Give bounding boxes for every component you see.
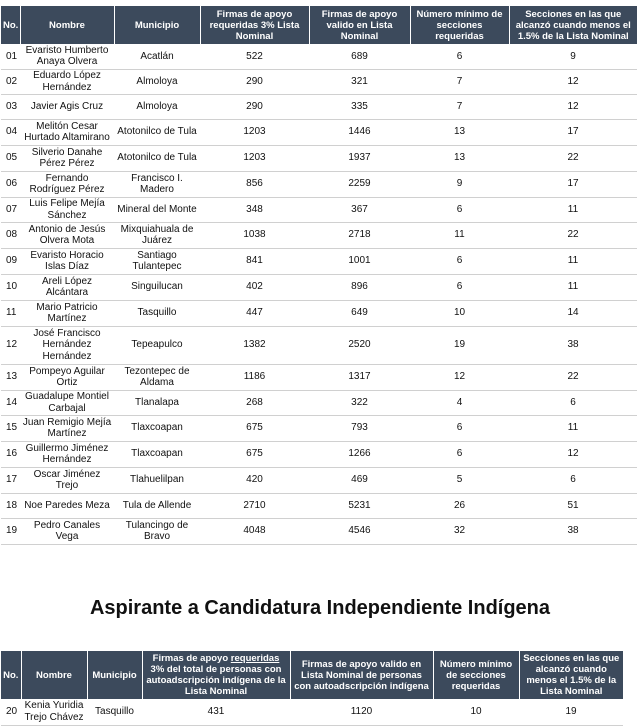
row-firmas-requeridas: 522 — [200, 44, 309, 69]
row-municipio: Acatlán — [114, 44, 200, 69]
row-firmas-requeridas: 1382 — [200, 326, 309, 364]
row-municipio: Mixquiahuala de Juárez — [114, 222, 200, 248]
row-firmas-requeridas: 1203 — [200, 145, 309, 171]
row-secciones-alcanzadas: 38 — [509, 518, 637, 544]
table-row — [1, 415, 637, 441]
row-firmas-validas: 335 — [309, 94, 410, 119]
row-nombre: Noe Paredes Meza — [20, 493, 114, 518]
row-secciones-minimas: 6 — [410, 274, 509, 300]
row-municipio: Tasquillo — [114, 300, 200, 326]
row-firmas-validas: 2520 — [309, 326, 410, 364]
row-firmas-validas: 649 — [309, 300, 410, 326]
header-firmas-validas: Firmas de apoyo valido en Lista Nominal — [309, 6, 410, 44]
row-no: 08 — [1, 222, 20, 248]
header-secciones-minimas: Número mínimo de secciones requeridas — [410, 6, 509, 44]
row-nombre: Mario Patricio Martínez — [20, 300, 114, 326]
header-municipio: Municipio — [114, 6, 200, 44]
table-row — [1, 699, 623, 725]
header-secciones-alcanzadas: Secciones en las que alcanzó cuando menos el 1.5% de la Lista Nominal — [519, 651, 623, 699]
row-municipio: Atotonilco de Tula — [114, 145, 200, 171]
row-firmas-validas: 321 — [309, 69, 410, 94]
table-row — [1, 222, 637, 248]
row-firmas-validas: 4546 — [309, 518, 410, 544]
row-secciones-minimas: 6 — [410, 248, 509, 274]
row-no: 15 — [1, 415, 20, 441]
table-row — [1, 119, 637, 145]
row-secciones-minimas: 6 — [410, 441, 509, 467]
row-no: 06 — [1, 171, 20, 197]
table-row — [1, 69, 637, 94]
row-secciones-alcanzadas: 11 — [509, 197, 637, 222]
table-row — [1, 94, 637, 119]
row-nombre: Eduardo López Hernández — [20, 69, 114, 94]
row-municipio: Tlaxcoapan — [114, 441, 200, 467]
header-no: No. — [1, 6, 20, 44]
header-firmas-requeridas: Firmas de apoyo requeridas 3% Lista Nominal — [200, 6, 309, 44]
row-municipio: Tlanalapa — [114, 390, 200, 415]
row-secciones-alcanzadas: 17 — [509, 171, 637, 197]
row-nombre: Pedro Canales Vega — [20, 518, 114, 544]
row-secciones-alcanzadas: 22 — [509, 145, 637, 171]
row-no: 02 — [1, 69, 20, 94]
row-secciones-minimas: 10 — [410, 300, 509, 326]
row-secciones-alcanzadas: 22 — [509, 222, 637, 248]
row-firmas-validas: 1317 — [309, 364, 410, 390]
row-secciones-minimas: 4 — [410, 390, 509, 415]
row-no: 13 — [1, 364, 20, 390]
row-firmas-validas: 1937 — [309, 145, 410, 171]
row-secciones-alcanzadas: 22 — [509, 364, 637, 390]
table-row — [1, 274, 637, 300]
row-municipio: Tezontepec de Aldama — [114, 364, 200, 390]
row-firmas-requeridas: 1203 — [200, 119, 309, 145]
header-firmas-validas: Firmas de apoyo valido en Lista Nominal de personas con autoadscripción indígena — [290, 651, 433, 699]
row-municipio: Almoloya — [114, 94, 200, 119]
table-row — [1, 364, 637, 390]
row-no: 04 — [1, 119, 20, 145]
section-title: Aspirante a Candidatura Independiente Indígena — [89, 597, 551, 619]
row-municipio: Singuilucan — [114, 274, 200, 300]
row-secciones-alcanzadas: 17 — [509, 119, 637, 145]
row-secciones-alcanzadas: 11 — [509, 274, 637, 300]
row-nombre: Silverio Danahe Pérez Pérez — [20, 145, 114, 171]
row-municipio: Santiago Tulantepec — [114, 248, 200, 274]
row-municipio: Mineral del Monte — [114, 197, 200, 222]
row-firmas-validas: 1120 — [290, 699, 433, 725]
row-nombre: Pompeyo Aguilar Ortiz — [20, 364, 114, 390]
row-firmas-requeridas: 1038 — [200, 222, 309, 248]
row-firmas-requeridas: 402 — [200, 274, 309, 300]
row-firmas-requeridas: 675 — [200, 441, 309, 467]
header-text-underlined: requeridas — [230, 653, 280, 664]
row-firmas-validas: 2718 — [309, 222, 410, 248]
indigenous-candidates-table — [1, 651, 623, 726]
row-firmas-requeridas: 841 — [200, 248, 309, 274]
row-nombre: Luis Felipe Mejía Sánchez — [20, 197, 114, 222]
row-no: 10 — [1, 274, 20, 300]
table-row — [1, 390, 637, 415]
header-firmas-requeridas — [142, 651, 290, 699]
row-municipio: Atotonilco de Tula — [114, 119, 200, 145]
table-row — [1, 145, 637, 171]
row-firmas-validas: 896 — [309, 274, 410, 300]
row-no: 07 — [1, 197, 20, 222]
row-no: 12 — [1, 326, 20, 364]
row-secciones-minimas: 12 — [410, 364, 509, 390]
row-nombre: Melitón Cesar Hurtado Altamirano — [20, 119, 114, 145]
row-no: 19 — [1, 518, 20, 544]
row-no: 05 — [1, 145, 20, 171]
row-municipio: Tasquillo — [87, 699, 142, 725]
row-secciones-alcanzadas: 14 — [509, 300, 637, 326]
row-firmas-requeridas: 348 — [200, 197, 309, 222]
row-nombre: Guadalupe Montiel Carbajal — [20, 390, 114, 415]
row-firmas-requeridas: 447 — [200, 300, 309, 326]
row-firmas-requeridas: 420 — [200, 467, 309, 493]
row-nombre: Areli López Alcántara — [20, 274, 114, 300]
row-secciones-alcanzadas: 12 — [509, 94, 637, 119]
header-text: 3% del total de personas con autoadscripción indígena de la Lista Nominal — [146, 664, 286, 697]
row-firmas-validas: 793 — [309, 415, 410, 441]
row-firmas-validas: 2259 — [309, 171, 410, 197]
table-row — [1, 518, 637, 544]
row-municipio: Francisco I. Madero — [114, 171, 200, 197]
row-secciones-alcanzadas: 6 — [509, 467, 637, 493]
row-firmas-requeridas: 856 — [200, 171, 309, 197]
row-municipio: Tula de Allende — [114, 493, 200, 518]
row-nombre: Kenia Yuridia Trejo Chávez — [21, 699, 87, 725]
row-nombre: Guillermo Jiménez Hernández — [20, 441, 114, 467]
row-secciones-minimas: 7 — [410, 94, 509, 119]
row-secciones-alcanzadas: 12 — [509, 441, 637, 467]
row-secciones-alcanzadas: 11 — [509, 248, 637, 274]
row-secciones-minimas: 5 — [410, 467, 509, 493]
row-firmas-requeridas: 2710 — [200, 493, 309, 518]
row-nombre: Evaristo Horacio Islas Díaz — [20, 248, 114, 274]
row-secciones-alcanzadas: 19 — [519, 699, 623, 725]
row-nombre: Fernando Rodríguez Pérez — [20, 171, 114, 197]
row-firmas-validas: 1266 — [309, 441, 410, 467]
row-municipio: Almoloya — [114, 69, 200, 94]
row-firmas-validas: 367 — [309, 197, 410, 222]
row-secciones-alcanzadas: 38 — [509, 326, 637, 364]
row-no: 18 — [1, 493, 20, 518]
row-municipio: Tlaxcoapan — [114, 415, 200, 441]
row-firmas-requeridas: 1186 — [200, 364, 309, 390]
header-nombre: Nombre — [20, 6, 114, 44]
row-no: 20 — [1, 699, 21, 725]
row-nombre: José Francisco Hernández Hernández — [20, 326, 114, 364]
table-row — [1, 467, 637, 493]
table-header-row — [1, 651, 623, 699]
header-no: No. — [1, 651, 21, 699]
header-municipio: Municipio — [87, 651, 142, 699]
row-firmas-validas: 689 — [309, 44, 410, 69]
row-secciones-minimas: 26 — [410, 493, 509, 518]
header-nombre: Nombre — [21, 651, 87, 699]
row-municipio: Tulancingo de Bravo — [114, 518, 200, 544]
header-secciones-minimas: Número mínimo de secciones requeridas — [433, 651, 519, 699]
row-firmas-requeridas: 675 — [200, 415, 309, 441]
row-secciones-minimas: 7 — [410, 69, 509, 94]
table-row — [1, 197, 637, 222]
row-secciones-alcanzadas: 11 — [509, 415, 637, 441]
table-row — [1, 300, 637, 326]
candidates-table — [1, 6, 637, 545]
row-secciones-minimas: 6 — [410, 197, 509, 222]
row-secciones-minimas: 6 — [410, 44, 509, 69]
row-firmas-requeridas: 290 — [200, 94, 309, 119]
row-secciones-minimas: 11 — [410, 222, 509, 248]
row-firmas-validas: 5231 — [309, 493, 410, 518]
row-no: 11 — [1, 300, 20, 326]
row-nombre: Evaristo Humberto Anaya Olvera — [20, 44, 114, 69]
row-no: 17 — [1, 467, 20, 493]
row-municipio: Tlahuelilpan — [114, 467, 200, 493]
table-row — [1, 44, 637, 69]
table-row — [1, 171, 637, 197]
row-municipio: Tepeapulco — [114, 326, 200, 364]
row-firmas-validas: 1001 — [309, 248, 410, 274]
row-secciones-alcanzadas: 6 — [509, 390, 637, 415]
row-secciones-minimas: 10 — [433, 699, 519, 725]
row-firmas-requeridas: 4048 — [200, 518, 309, 544]
row-no: 03 — [1, 94, 20, 119]
row-nombre: Juan Remigio Mejía Martínez — [20, 415, 114, 441]
row-no: 16 — [1, 441, 20, 467]
row-nombre: Oscar Jiménez Trejo — [20, 467, 114, 493]
row-secciones-minimas: 13 — [410, 145, 509, 171]
row-no: 14 — [1, 390, 20, 415]
row-nombre: Javier Agis Cruz — [20, 94, 114, 119]
row-nombre: Antonio de Jesús Olvera Mota — [20, 222, 114, 248]
header-secciones-alcanzadas: Secciones en las que alcanzó cuando menos el 1.5% de la Lista Nominal — [509, 6, 637, 44]
table-row — [1, 326, 637, 364]
table-header-row — [1, 6, 637, 44]
row-secciones-minimas: 9 — [410, 171, 509, 197]
row-firmas-requeridas: 290 — [200, 69, 309, 94]
row-no: 09 — [1, 248, 20, 274]
row-secciones-minimas: 6 — [410, 415, 509, 441]
row-firmas-validas: 469 — [309, 467, 410, 493]
row-firmas-validas: 1446 — [309, 119, 410, 145]
row-secciones-alcanzadas: 9 — [509, 44, 637, 69]
header-text: Firmas de apoyo — [152, 653, 231, 664]
row-firmas-requeridas: 268 — [200, 390, 309, 415]
row-secciones-alcanzadas: 12 — [509, 69, 637, 94]
table-row — [1, 248, 637, 274]
row-firmas-validas: 322 — [309, 390, 410, 415]
row-secciones-minimas: 19 — [410, 326, 509, 364]
row-secciones-minimas: 32 — [410, 518, 509, 544]
row-secciones-alcanzadas: 51 — [509, 493, 637, 518]
table-row — [1, 493, 637, 518]
table-row — [1, 441, 637, 467]
row-no: 01 — [1, 44, 20, 69]
row-firmas-requeridas: 431 — [142, 699, 290, 725]
row-secciones-minimas: 13 — [410, 119, 509, 145]
